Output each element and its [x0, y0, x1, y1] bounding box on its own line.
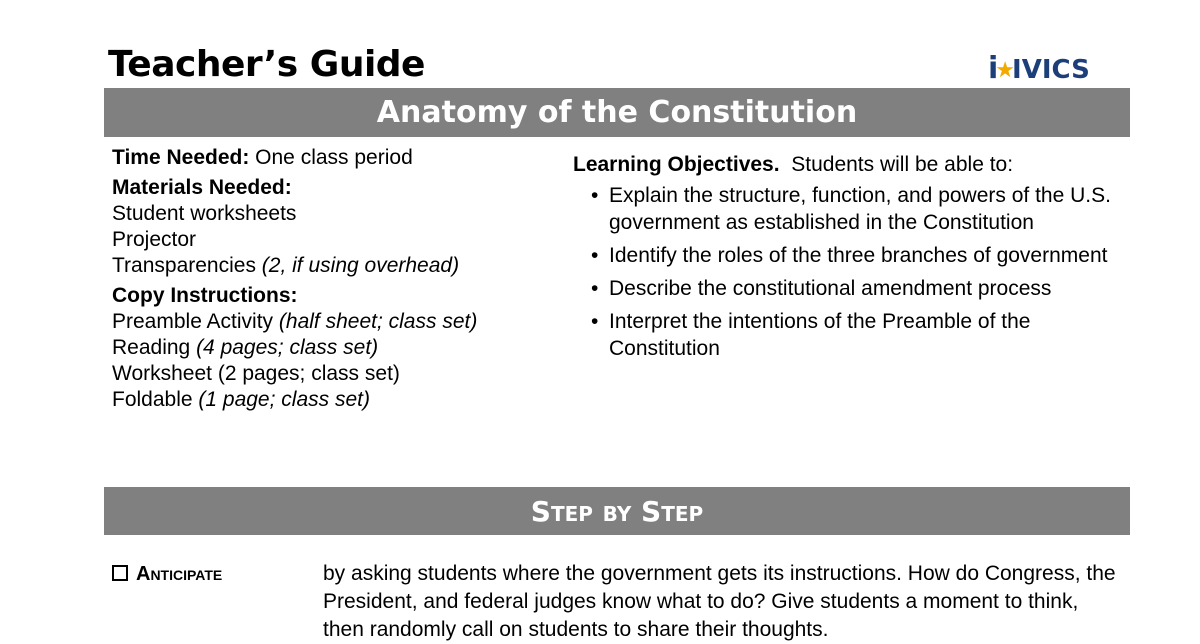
list-item — [112, 201, 542, 227]
step-by-step-banner: Step by Step — [104, 487, 1130, 535]
time-needed-value: One class period — [249, 146, 413, 169]
copy-instructions — [112, 283, 542, 413]
checkbox-icon — [112, 565, 128, 581]
material-text: Transparencies — [112, 254, 262, 277]
list-item: • Describe the constitutional amendment process — [609, 275, 1113, 302]
copy-instructions-label: Copy Instructions: — [112, 284, 298, 307]
learning-objectives — [573, 151, 1113, 368]
list-item: • Interpret the intentions of the Preamble of the Constitution — [609, 308, 1113, 362]
copy-note: (1 page; class set) — [198, 388, 370, 411]
star-icon: ★ — [995, 58, 1015, 83]
list-item: • Explain the structure, function, and powers of the U.S. government as established in the Constitution — [609, 182, 1113, 236]
list-item: • Identify the roles of the three branches of government — [609, 242, 1113, 269]
materials-needed-label: Materials Needed: — [112, 176, 292, 199]
objectives-list — [573, 182, 1113, 362]
step-label — [112, 560, 312, 588]
copy-text: Worksheet (2 pages; class set) — [112, 362, 400, 385]
copy-text: Foldable — [112, 388, 199, 411]
step-text: by asking students where the government gets its instructions. How do Congress, the President, and federal judges know what to do? Give students a moment to think, then randomly call on students to share their thoughts. — [323, 562, 1116, 641]
list-item — [112, 309, 542, 335]
copy-text: Reading — [112, 336, 197, 359]
learning-objectives-label: Learning Objectives. — [573, 153, 780, 176]
icivics-logo — [988, 52, 1090, 86]
lesson-details — [112, 145, 542, 417]
time-needed — [112, 145, 542, 171]
material-text: Projector — [112, 228, 197, 251]
logo-letter-i: i — [988, 51, 998, 86]
materials-needed — [112, 175, 542, 279]
copy-note: (half sheet; class set) — [278, 310, 478, 333]
page-title: Teacher’s Guide — [108, 44, 425, 85]
time-needed-label: Time Needed: — [112, 146, 250, 169]
material-text: Student worksheets — [112, 202, 297, 225]
list-item — [112, 227, 542, 253]
lesson-title-banner: Anatomy of the Constitution — [104, 88, 1130, 137]
list-item — [112, 335, 542, 361]
material-note: (2, if using overhead) — [261, 254, 460, 277]
logo-letters-ivics: IVICS — [1012, 55, 1090, 85]
copy-text: Preamble Activity — [112, 310, 279, 333]
learning-objectives-intro: Students will be able to: — [779, 153, 1014, 176]
copy-note: (4 pages; class set) — [196, 336, 379, 359]
list-item — [112, 253, 542, 279]
list-item — [112, 361, 542, 387]
list-item — [112, 387, 542, 413]
step-label-text: Anticipate — [136, 563, 223, 585]
